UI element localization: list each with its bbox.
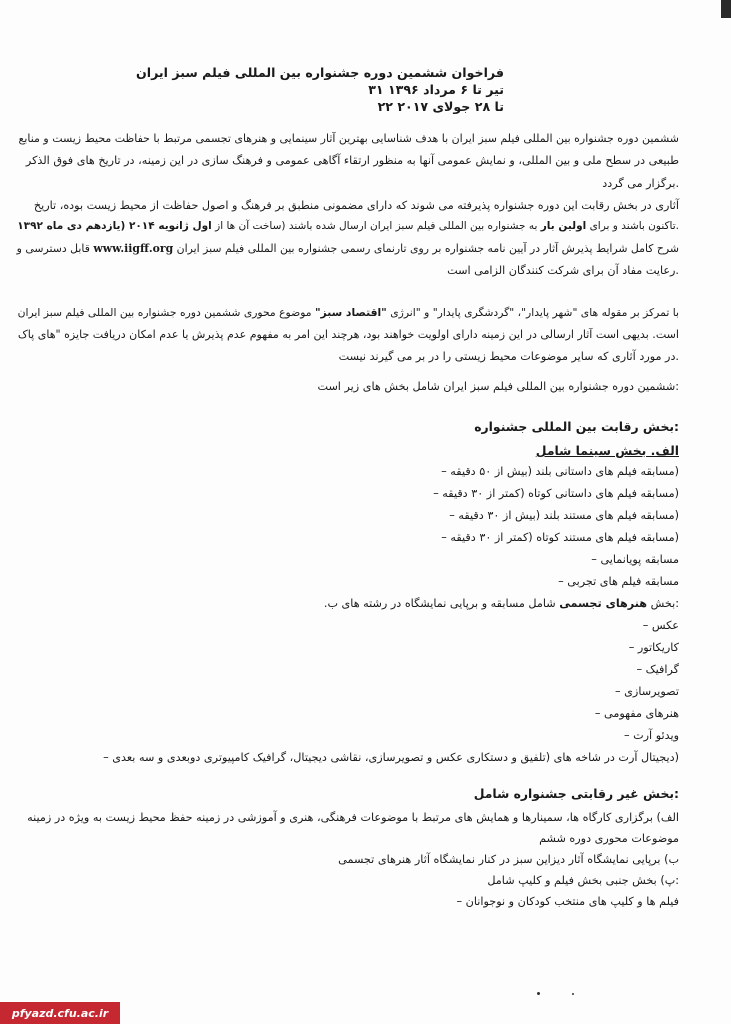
arts-item: عکس – [642,619,679,632]
themes-line-3: .در مورد آثاری که سایر موضوعات محیط زیستی را در بر می گیرند نیست [338,350,679,363]
themes-emphasis: "اقتصاد سبز" [314,306,387,319]
arts-item: تصویرسازی – [615,685,679,698]
rules-emphasis: اولین بار [540,220,587,232]
visual-arts-heading [324,597,679,610]
date-line-gregorian: تا ۲۸ جولای ۲۰۱۷ ۲۲ [377,99,504,114]
rules-line-2 [17,220,679,232]
sections-intro: :ششمین دوره جشنواره بین المللی فیلم سبز ایران شامل بخش های زیر است [317,380,679,393]
site-logo[interactable]: pfyazd.cfu.ac.ir [0,1002,120,1024]
arts-item: ویدئو آرت – [623,729,679,742]
cinema-item: (مسابقه فیلم های داستانی بلند (بیش از ۵۰ دقیقه – [441,465,679,478]
noncompetitive-item: فیلم ها و کلیپ های منتخب کودکان و نوجوانان – [456,895,679,908]
rules-date: اول ژانویه ۲۰۱۴ (یازدهم دی ماه ۱۳۹۲ [17,220,212,232]
arts-item: هنرهای مفهومی – [594,707,679,720]
noncompetitive-item: ب) برپایی نمایشگاه آثار دیزاین سبز در کنار نمایشگاه آثار هنرهای تجسمی [338,853,679,866]
themes-line-2: است. بدیهی است آثار ارسالی در این زمینه دارای اولویت خواهند بود، هرچند این امر به مفهوم عدم پذیرش یا عدم امکان دریافت جایزه "های پاک [17,328,679,341]
scan-speck [537,992,540,995]
noncompetitive-item: :پ) بخش جنبی بخش فیلم و کلیپ شامل [487,874,679,887]
noncompetitive-heading: :بخش غیر رقابتی جشنواره شامل [473,786,679,801]
arts-text: :بخش [650,597,679,610]
arts-item: کاریکاتور – [628,641,679,654]
intro-line-3: .برگزار می گردد [602,177,679,190]
doc-title: فراخوان ششمین دوره جشنواره بین المللی فیلم سبز ایران [136,65,504,80]
cinema-item: مسابقه پویانمایی – [591,553,679,566]
themes-line-1 [18,306,679,319]
arts-text: شامل مسابقه و برپایی نمایشگاه در رشته های ب. [323,597,556,610]
arts-emphasis: هنرهای تجسمی [559,597,648,610]
rules-line-1: آثاری در بخش رقابت این دوره جشنواره پذیرفته می شوند که دارای مضمونی منطبق بر فرهنگ و اصول حفاظت از محیط زیست بوده، تاریخ [33,199,679,212]
rules-text: قابل دسترسی و [16,242,90,255]
date-line-persian: تیر تا ۶ مرداد ۱۳۹۶ ۳۱ [368,82,504,97]
rules-line-4: .رعایت مفاد آن برای شرکت کنندگان الزامی است [447,264,679,277]
cinema-item: مسابقه فیلم های تجربی – [558,575,679,588]
arts-item: (دیجیتال آرت در شاخه های (تلفیق و دستکاری عکس و تصویرسازی، نقاشی دیجیتال، گرافیک کامپیوتری دوبعدی و سه بعدی – [103,751,679,764]
rules-text: به جشنواره بین المللی فیلم سبز ایران ارسال شده باشند (ساخت آن ها از [215,220,538,232]
rules-text: شرح کامل شرایط پذیرش آثار در آیین نامه جشنواره بر روی تارنمای رسمی جشنواره بین المللی فیلم سبز ایران [176,242,679,255]
website-link[interactable]: www.iigff.org [93,242,174,255]
noncompetitive-item: الف) برگزاری کارگاه ها، سمینارها و همایش های مرتبط با موضوعات فرهنگی، هنری و آموزشی در زمینه حفظ محیط زیست به ویژه در زمینه [27,811,679,824]
competitive-heading: :بخش رقابت بین المللی جشنواره [474,419,679,434]
cinema-item: (مسابقه فیلم های مستند بلند (بیش از ۳۰ دقیقه – [449,509,679,522]
cinema-item: (مسابقه فیلم های مستند کوتاه (کمتر از ۳۰ دقیقه – [441,531,679,544]
cinema-item: (مسابقه فیلم های داستانی کوتاه (کمتر از ۳۰ دقیقه – [433,487,679,500]
scan-edge-mark [721,0,731,18]
themes-text: با تمرکز بر مقوله های "شهر پایدار"، "گردشگری پایدار" و "انرژی [390,306,679,319]
noncompetitive-item: موضوعات محوری دوره ششم [539,832,679,845]
scan-speck [572,993,574,995]
arts-item: گرافیک – [636,663,679,676]
rules-text: .تاکنون باشند و برای [589,220,679,232]
cinema-heading: الف. بخش سینما شامل [535,443,679,458]
themes-text: موضوع محوری ششمین دوره جشنواره بین المللی فیلم سبز ایران [17,306,312,319]
intro-line-2: طبیعی در سطح ملی و بین المللی، و نمایش عمومی آنها به منظور ارتقاء آگاهی عمومی و فرهنگ سازی در این زمینه، در تاریخ های فوق الذکر [25,154,679,167]
rules-line-3 [17,242,679,255]
intro-line-1: ششمین دوره جشنواره بین المللی فیلم سبز ایران با هدف شناسایی بهترین آثار سینمایی و هنرهای تجسمی مرتبط با حفاظت محیط زیست و منابع [18,132,679,145]
